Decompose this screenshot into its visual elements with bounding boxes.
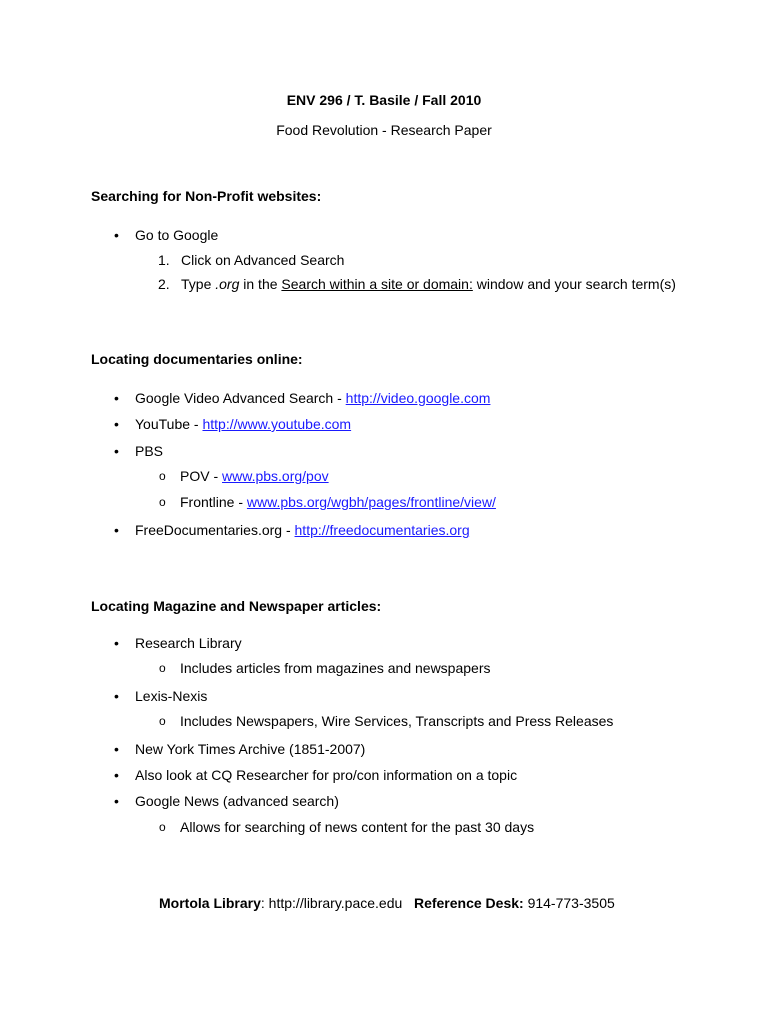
domain-term: .org: [215, 276, 240, 292]
library-label: Mortola Library: [159, 895, 261, 911]
bullet-icon: •: [114, 443, 119, 459]
list-item: [135, 522, 470, 538]
bullet-icon: •: [114, 416, 119, 432]
list-item: [135, 390, 490, 406]
list-item: Allows for searching of news content for the past 30 days: [180, 819, 535, 835]
step-text: in the: [239, 276, 282, 292]
section-heading-nonprofit: Searching for Non-Profit websites:: [91, 188, 322, 204]
google-video-link[interactable]: http://video.google.com: [345, 390, 491, 406]
circle-bullet-icon: o: [159, 495, 166, 509]
circle-bullet-icon: o: [159, 661, 166, 675]
list-item: Research Library: [135, 635, 242, 651]
list-item: Go to Google: [135, 227, 219, 243]
freedocumentaries-link[interactable]: http://freedocumentaries.org: [294, 522, 470, 538]
step-number: 2.: [158, 276, 170, 292]
circle-bullet-icon: o: [159, 820, 166, 834]
reference-desk-phone: 914-773-3505: [523, 895, 615, 911]
list-item-text: POV -: [180, 468, 223, 484]
list-item: Click on Advanced Search: [181, 252, 345, 268]
step-number: 1.: [158, 252, 170, 268]
list-item: Google News (advanced search): [135, 793, 339, 809]
bullet-icon: •: [114, 688, 119, 704]
list-item: [180, 468, 329, 484]
step-text: window and your search term(s): [472, 276, 676, 292]
bullet-icon: •: [114, 793, 119, 809]
bullet-icon: •: [114, 522, 119, 538]
reference-desk-label: Reference Desk:: [413, 895, 524, 911]
circle-bullet-icon: o: [159, 714, 166, 728]
list-item: Includes Newspapers, Wire Services, Transcripts and Press Releases: [180, 713, 614, 729]
section-heading-articles: Locating Magazine and Newspaper articles:: [91, 598, 382, 614]
list-item: [181, 276, 676, 292]
list-item: Includes articles from magazines and newspapers: [180, 660, 491, 676]
list-item-text: YouTube -: [135, 416, 203, 432]
bullet-icon: •: [114, 635, 119, 651]
list-item-text: Google Video Advanced Search -: [135, 390, 346, 406]
field-name: Search within a site or domain:: [281, 276, 473, 292]
section-heading-documentaries: Locating documentaries online:: [91, 351, 303, 367]
bullet-icon: •: [114, 767, 119, 783]
bullet-icon: •: [114, 227, 119, 243]
youtube-link[interactable]: http://www.youtube.com: [202, 416, 352, 432]
list-item-text: FreeDocumentaries.org -: [135, 522, 295, 538]
page-title: ENV 296 / T. Basile / Fall 2010: [286, 92, 482, 108]
circle-bullet-icon: o: [159, 469, 166, 483]
list-item: Lexis-Nexis: [135, 688, 208, 704]
step-text: Type: [181, 276, 216, 292]
bullet-icon: •: [114, 741, 119, 757]
library-url: : http://library.pace.edu: [260, 895, 403, 911]
pbs-pov-link[interactable]: www.pbs.org/pov: [222, 468, 329, 484]
footer-contact: [159, 895, 615, 911]
list-item: PBS: [135, 443, 164, 459]
list-item: [135, 416, 351, 432]
list-item-text: Frontline -: [180, 494, 247, 510]
list-item: Also look at CQ Researcher for pro/con information on a topic: [135, 767, 518, 783]
page-subtitle: Food Revolution - Research Paper: [276, 122, 492, 138]
pbs-frontline-link[interactable]: www.pbs.org/wgbh/pages/frontline/view/: [246, 494, 496, 510]
list-item: [180, 494, 496, 510]
list-item: New York Times Archive (1851-2007): [135, 741, 366, 757]
bullet-icon: •: [114, 390, 119, 406]
